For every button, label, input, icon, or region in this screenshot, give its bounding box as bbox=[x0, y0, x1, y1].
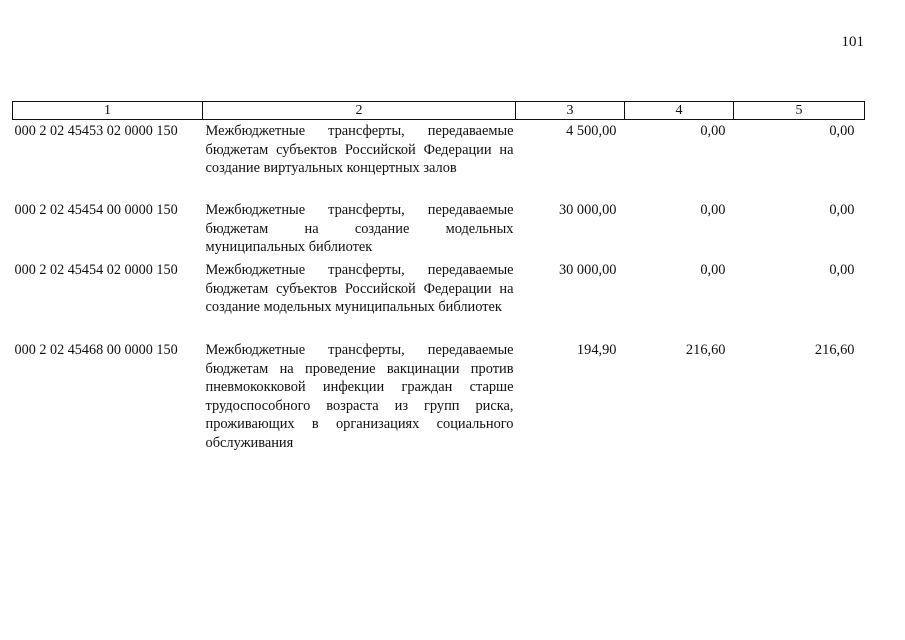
table-header bbox=[13, 102, 865, 120]
row-col5-value: 0,00 bbox=[829, 202, 855, 218]
row-code: 000 2 02 45468 00 0000 150 bbox=[14, 342, 178, 358]
header-row bbox=[13, 102, 865, 120]
row-name: Межбюджетные трансферты, передаваемые бюджетам субъектов Российской Федерации на создание виртуальных концертных залов bbox=[205, 123, 514, 176]
row-col3-value: 194,90 bbox=[576, 342, 617, 358]
row-name: Межбюджетные трансферты, передаваемые бюджетам на проведение вакцинации против пневмококковой инфекции граждан старше трудоспособного возраста из групп риска, проживающих в организациях социального обслуживания bbox=[205, 342, 514, 451]
row-code: 000 2 02 45454 00 0000 150 bbox=[14, 202, 178, 218]
row-col5-value: 0,00 bbox=[829, 123, 855, 139]
row-col3-value: 4 500,00 bbox=[566, 123, 617, 139]
header-col-2: 2 bbox=[203, 102, 516, 120]
table-row bbox=[13, 339, 865, 459]
row-col3-value: 30 000,00 bbox=[558, 262, 617, 278]
row-col5-value: 0,00 bbox=[829, 262, 855, 278]
row-name: Межбюджетные трансферты, передаваемые бюджетам на создание модельных муниципальных библиотек bbox=[205, 202, 514, 255]
table-row bbox=[13, 259, 865, 339]
table-row bbox=[13, 120, 865, 200]
row-col4-value: 0,00 bbox=[700, 123, 726, 139]
row-code: 000 2 02 45454 02 0000 150 bbox=[14, 262, 178, 278]
header-col-1: 1 bbox=[13, 102, 203, 120]
header-col-3: 3 bbox=[516, 102, 625, 120]
row-col4-value: 0,00 bbox=[700, 262, 726, 278]
row-col4-value: 0,00 bbox=[700, 202, 726, 218]
row-col5-value: 216,60 bbox=[814, 342, 855, 358]
budget-table bbox=[12, 101, 865, 459]
header-col-4: 4 bbox=[625, 102, 734, 120]
row-code: 000 2 02 45453 02 0000 150 bbox=[14, 123, 178, 139]
page-number: 101 bbox=[841, 34, 864, 50]
row-col3-value: 30 000,00 bbox=[558, 202, 617, 218]
row-name: Межбюджетные трансферты, передаваемые бюджетам субъектов Российской Федерации на создание модельных муниципальных библиотек bbox=[205, 262, 514, 315]
table-row bbox=[13, 199, 865, 259]
header-col-5: 5 bbox=[734, 102, 865, 120]
row-col4-value: 216,60 bbox=[685, 342, 726, 358]
